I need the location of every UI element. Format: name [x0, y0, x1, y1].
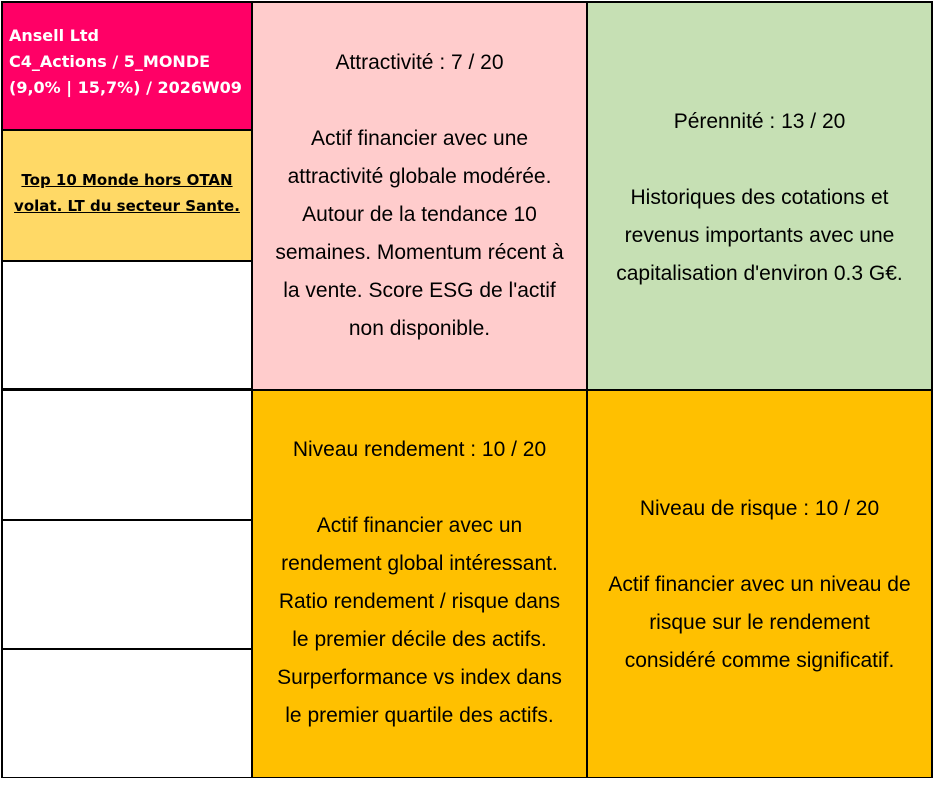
risque-score: Niveau de risque : 10 / 20 [639, 497, 880, 520]
description-line: le premier quartile des actifs. [285, 704, 554, 727]
description-line: Surperformance vs index dans [277, 666, 562, 689]
rendement-score: Niveau rendement : 10 / 20 [292, 438, 547, 461]
attractivite-score: Attractivité : 7 / 20 [335, 51, 504, 74]
description-line: Actif financier avec un niveau de [608, 573, 911, 596]
perennite-panel [586, 1, 933, 391]
risque-panel [586, 389, 933, 779]
asset-title-cell [1, 1, 253, 131]
description-line: Ratio rendement / risque dans [278, 590, 561, 613]
empty-cell [1, 389, 253, 521]
risque-description [588, 566, 931, 680]
description-line: capitalisation d'environ 0.3 G€. [616, 262, 903, 285]
ranking-tag [14, 167, 240, 219]
empty-cell [1, 519, 253, 650]
description-line: attractivité globale modérée. [287, 165, 552, 188]
ranking-tag-line: Top 10 Monde hors OTAN [21, 171, 233, 189]
ranking-tag-line: volat. LT du secteur Sante. [14, 197, 240, 215]
ranking-tag-cell [1, 129, 253, 262]
asset-category: C4_Actions / 5_MONDE [9, 52, 211, 71]
perennite-description [588, 179, 931, 293]
perennite-score: Pérennité : 13 / 20 [673, 110, 846, 133]
description-line: la vente. Score ESG de l'actif [283, 279, 556, 302]
asset-stats: (9,0% | 15,7%) / 2026W09 [9, 78, 242, 97]
empty-cell [1, 260, 253, 390]
description-line: Autour de la tendance 10 [302, 203, 537, 226]
description-line: semaines. Momentum récent à [275, 241, 564, 264]
rendement-panel [251, 389, 588, 779]
description-line: Actif financier avec une [310, 127, 529, 150]
description-line: risque sur le rendement [649, 611, 870, 634]
description-line: Historiques des cotations et [630, 186, 889, 209]
attractivite-description [253, 120, 586, 348]
attractivite-panel [251, 1, 588, 391]
empty-cell [1, 648, 253, 779]
sheet-bottom-margin [0, 778, 933, 785]
description-line: le premier décile des actifs. [292, 628, 547, 651]
description-line: revenus importants avec une [624, 224, 895, 247]
description-line: considéré comme significatif. [624, 649, 895, 672]
description-line: rendement global intéressant. [281, 552, 558, 575]
company-name: Ansell Ltd [9, 26, 99, 45]
description-line: non disponible. [348, 317, 491, 340]
description-line: Actif financier avec un [316, 514, 523, 537]
rendement-description [253, 507, 586, 735]
